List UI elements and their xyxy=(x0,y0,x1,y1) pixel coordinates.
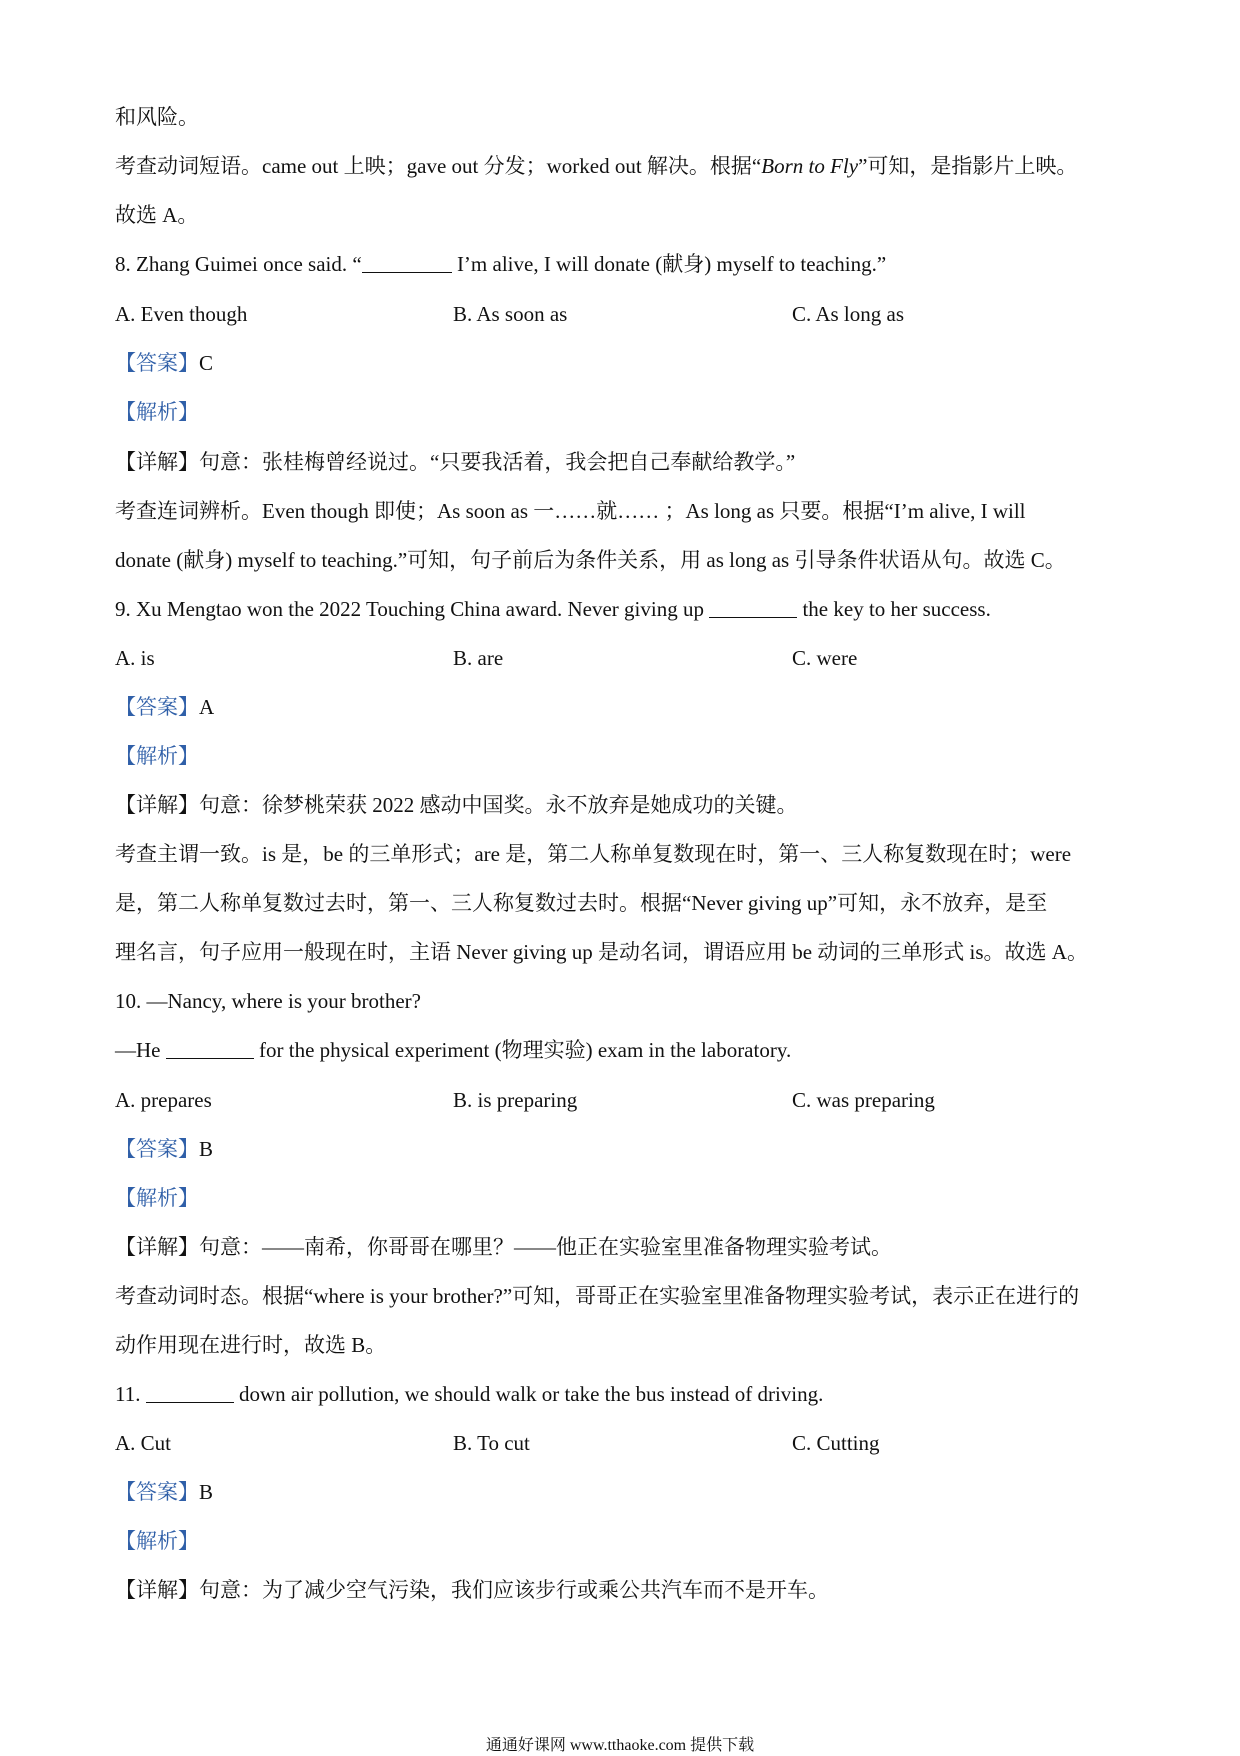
answer-label: 【答案】 xyxy=(115,1480,199,1504)
detail-line: 【详解】句意：为了减少空气污染，我们应该步行或乘公共汽车而不是开车。 xyxy=(115,1578,829,1602)
option-c: C. Cutting xyxy=(792,1431,880,1455)
option-a: A. prepares xyxy=(115,1088,212,1112)
detail-line: 【详解】句意：——南希，你哥哥在哪里？——他正在实验室里准备物理实验考试。 xyxy=(115,1235,892,1259)
answer-value: C xyxy=(199,351,214,375)
option-c: C. were xyxy=(792,646,858,670)
question-9: 9. Xu Mengtao won the 2022 Touching China award. Never giving up the key to her success. xyxy=(115,597,991,621)
answer-blank xyxy=(146,1382,234,1403)
explanation-line: 考查连词辨析。Even though 即使；As soon as 一……就…… ；As long as 只要。根据“I’m alive, I will xyxy=(115,499,1026,523)
answer-value: B xyxy=(199,1480,214,1504)
option-b: B. To cut xyxy=(453,1431,530,1455)
answer-line xyxy=(115,1477,1125,1507)
option-c: C. was preparing xyxy=(792,1088,935,1112)
analysis-label: 【解析】 xyxy=(115,400,199,424)
explanation-line: 考查主谓一致。is 是，be 的三单形式；are 是，第二人称单复数现在时，第一、三人称复数现在时；were xyxy=(115,842,1072,866)
answer-blank xyxy=(166,1038,254,1059)
answer-blank xyxy=(709,597,797,618)
explanation-line: 动作用现在进行时，故选 B。 xyxy=(115,1333,387,1357)
detail-label: 【详解】 xyxy=(115,450,199,474)
option-b: B. are xyxy=(453,646,504,670)
option-b: B. is preparing xyxy=(453,1088,578,1112)
text-line: 考查动词短语。came out 上映；gave out 分发；worked out 解决。根据“Born to Fly”可知，是指影片上映。 xyxy=(115,154,1078,178)
explanation-line: 是，第二人称单复数过去时，第一、三人称复数过去时。根据“Never giving up”可知，永不放弃，是至 xyxy=(115,891,1048,915)
analysis-label: 【解析】 xyxy=(115,744,199,768)
detail-line: 【详解】句意：张桂梅曾经说过。“只要我活着，我会把自己奉献给教学。” xyxy=(115,450,796,474)
detail-label: 【详解】 xyxy=(115,1235,199,1259)
detail-label: 【详解】 xyxy=(115,793,199,817)
answer-line xyxy=(115,692,1125,722)
explanation-line: 考查动词时态。根据“where is your brother?”可知，哥哥正在实验室里准备物理实验考试，表示正在进行的 xyxy=(115,1284,1080,1308)
question-10: 10. —Nancy, where is your brother? xyxy=(115,989,421,1013)
text-line: 和风险。 xyxy=(115,105,199,129)
explanation-line: 理名言，句子应用一般现在时，主语 Never giving up 是动名词，谓语应用 be 动词的三单形式 is。故选 A。 xyxy=(115,940,1088,964)
option-a: A. Cut xyxy=(115,1431,172,1455)
answer-label: 【答案】 xyxy=(115,351,199,375)
page-footer: 通通好课网 www.tthaoke.com 提供下载 xyxy=(485,1737,755,1754)
answer-label: 【答案】 xyxy=(115,1137,199,1161)
answer-label: 【答案】 xyxy=(115,695,199,719)
question-11: 11. down air pollution, we should walk or take the bus instead of driving. xyxy=(115,1382,824,1406)
text-line: 故选 A。 xyxy=(115,203,199,227)
option-c: C. As long as xyxy=(792,302,905,326)
detail-label: 【详解】 xyxy=(115,1578,199,1602)
answer-line xyxy=(115,1134,1125,1164)
answer-value: B xyxy=(199,1137,214,1161)
option-a: A. is xyxy=(115,646,155,670)
question-10-answer-line: —He for the physical experiment (物理实验) exam in the laboratory. xyxy=(115,1038,792,1062)
option-a: A. Even though xyxy=(115,302,248,326)
answer-line xyxy=(115,348,1125,378)
question-8: 8. Zhang Guimei once said. “ I’m alive, I will donate (献身) myself to teaching.” xyxy=(115,252,887,276)
film-title: Born to Fly xyxy=(761,154,859,178)
explanation-line: donate (献身) myself to teaching.”可知，句子前后为条件关系，用 as long as 引导条件状语从句。故选 C。 xyxy=(115,548,1066,572)
answer-blank xyxy=(362,252,452,273)
answer-value: A xyxy=(199,695,215,719)
analysis-label: 【解析】 xyxy=(115,1529,199,1553)
analysis-label: 【解析】 xyxy=(115,1186,199,1210)
detail-line: 【详解】句意：徐梦桃荣获 2022 感动中国奖。永不放弃是她成功的关键。 xyxy=(115,793,798,817)
option-b: B. As soon as xyxy=(453,302,568,326)
